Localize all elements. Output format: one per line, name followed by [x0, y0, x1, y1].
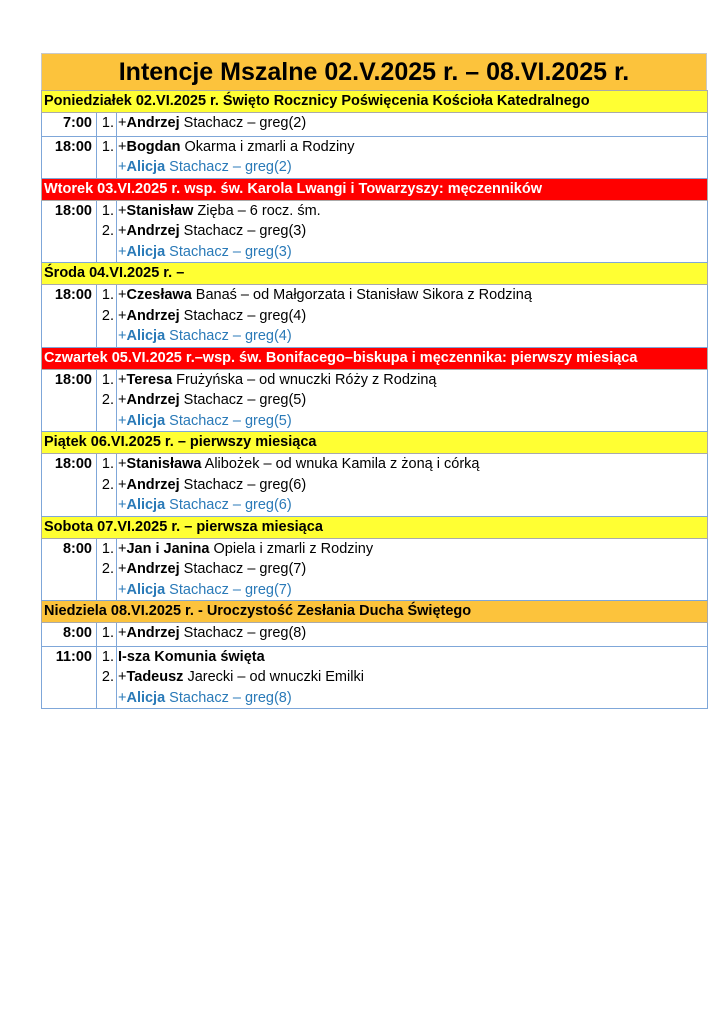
intention-prefix: +	[118, 669, 127, 685]
intention-numbers	[97, 538, 117, 601]
intention-number	[97, 411, 114, 432]
day-header-row	[42, 178, 708, 200]
day-header-row	[42, 347, 708, 369]
intention-rest: Stachacz – greg(8)	[179, 625, 307, 641]
intention-rest: Opiela i zmarli z Rodziny	[209, 540, 374, 557]
intention-prefix: +	[118, 476, 127, 493]
intention-rest: Stachacz – greg(5)	[179, 392, 307, 408]
intention-line	[118, 326, 707, 347]
intention-number	[97, 157, 114, 178]
mass-row	[42, 200, 708, 263]
mass-row	[42, 113, 708, 134]
intention-name: Bogdan	[126, 138, 181, 155]
intention-texts	[117, 136, 708, 178]
intention-line	[118, 623, 707, 644]
mass-intentions-table	[41, 90, 708, 709]
mass-time: 7:00	[42, 113, 97, 134]
intention-number: 1.	[101, 115, 114, 131]
intention-prefix: +	[118, 328, 127, 344]
intention-rest: Stachacz – greg(2)	[179, 115, 307, 131]
day-header: Poniedziałek 02.VI.2025 r. Święto Rocznicy Poświęcenia Kościoła Katedralnego	[42, 91, 708, 113]
intention-number: 1.	[101, 287, 114, 303]
intention-line	[118, 242, 707, 263]
intention-line	[118, 221, 707, 242]
intention-name: Alicja	[126, 412, 166, 429]
intention-prefix: +	[118, 497, 127, 513]
mass-row	[42, 454, 708, 517]
intention-rest: Stachacz – greg(3)	[179, 223, 307, 239]
intention-numbers	[97, 136, 117, 178]
intention-prefix: +	[118, 202, 127, 219]
intention-name: Andrzej	[126, 476, 180, 493]
intention-rest: Banaś – od Małgorzata i Stanisław Sikora z Rodziną	[191, 287, 532, 303]
intention-rest: Stachacz – greg(4)	[179, 307, 307, 324]
intention-line	[118, 454, 707, 475]
day-header-row	[42, 263, 708, 285]
intention-name: Alicja	[126, 581, 166, 598]
intention-number: 2.	[101, 392, 114, 408]
intention-prefix: +	[118, 561, 127, 577]
intention-prefix: +	[118, 456, 127, 472]
mass-row	[42, 136, 708, 178]
intention-texts	[117, 200, 708, 263]
intention-prefix: +	[118, 371, 127, 388]
intention-texts	[117, 623, 708, 644]
intention-prefix: +	[118, 540, 127, 557]
intention-rest: Frużyńska – od wnuczki Róży z Rodziną	[172, 371, 437, 388]
intention-prefix: +	[118, 307, 127, 324]
intention-number: 1.	[101, 371, 114, 388]
intention-rest: Stachacz – greg(6)	[179, 476, 307, 493]
intention-rest: Stachacz – greg(4)	[165, 328, 292, 344]
intention-line	[118, 539, 707, 560]
intention-number: 1.	[101, 625, 114, 641]
intention-rest: Stachacz – greg(2)	[165, 159, 292, 175]
intention-number	[97, 242, 114, 263]
intention-rest: Stachacz – greg(8)	[165, 689, 292, 706]
intention-number	[97, 580, 114, 601]
mass-time: 18:00	[42, 136, 97, 178]
page-title: Intencje Mszalne 02.V.2025 r. – 08.VI.2025 r.	[41, 53, 707, 90]
intention-number: 1.	[101, 456, 114, 472]
mass-time: 8:00	[42, 538, 97, 601]
day-header-row	[42, 432, 708, 454]
intention-number	[97, 495, 114, 516]
day-header: Niedziela 08.VI.2025 r. - Uroczystość Zesłania Ducha Świętego	[42, 601, 708, 623]
intention-prefix: +	[118, 159, 127, 175]
intention-numbers	[97, 646, 117, 709]
intention-prefix: +	[118, 287, 127, 303]
day-header-row	[42, 516, 708, 538]
intention-prefix: +	[118, 223, 127, 239]
intention-rest: Alibożek – od wnuka Kamila z żoną i córką	[201, 456, 480, 472]
intention-number: 2.	[101, 307, 114, 324]
day-header: Piątek 06.VI.2025 r. – pierwszy miesiąca	[42, 432, 708, 454]
intention-line	[118, 667, 707, 688]
intention-rest: Stachacz – greg(7)	[165, 581, 292, 598]
intention-line	[118, 113, 707, 134]
intention-prefix: +	[118, 412, 127, 429]
intention-prefix: +	[118, 243, 127, 260]
day-header: Wtorek 03.VI.2025 r. wsp. św. Karola Lwangi i Towarzyszy: męczenników	[42, 178, 708, 200]
intention-prefix: +	[118, 689, 127, 706]
mass-time: 8:00	[42, 623, 97, 644]
day-header-row	[42, 91, 708, 113]
intention-rest: Stachacz – greg(3)	[165, 243, 292, 260]
mass-row	[42, 369, 708, 432]
intention-texts	[117, 285, 708, 348]
intention-rest: Zięba – 6 rocz. śm.	[193, 202, 321, 219]
mass-row	[42, 646, 708, 709]
intention-line	[118, 285, 707, 306]
intention-name: Andrzej	[126, 392, 180, 408]
intention-rest: Jarecki – od wnuczki Emilki	[183, 669, 364, 685]
intention-numbers	[97, 113, 117, 134]
mass-row	[42, 623, 708, 644]
intention-line	[118, 647, 707, 668]
intention-line	[118, 370, 707, 391]
intention-number: 1.	[101, 202, 114, 219]
intention-rest: Okarma i zmarli a Rodziny	[180, 138, 355, 155]
schedule-page	[41, 53, 707, 709]
intention-texts	[117, 369, 708, 432]
intention-texts	[117, 454, 708, 517]
intention-number: 2.	[101, 223, 114, 239]
intention-numbers	[97, 285, 117, 348]
intention-name: Alicja	[126, 243, 166, 260]
intention-name: Czesława	[126, 287, 192, 303]
intention-name: Andrzej	[126, 625, 180, 641]
intention-line	[118, 201, 707, 222]
intention-numbers	[97, 369, 117, 432]
intention-name: Stanisław	[126, 202, 194, 219]
intention-number: 2.	[101, 476, 114, 493]
intention-texts	[117, 646, 708, 709]
day-header-row	[42, 601, 708, 623]
intention-name: Tadeusz	[126, 669, 184, 685]
intention-number: 2.	[101, 669, 114, 685]
intention-line	[118, 475, 707, 496]
day-header: Środa 04.VI.2025 r. –	[42, 263, 708, 285]
intention-line	[118, 580, 707, 601]
intention-name: Andrzej	[126, 223, 180, 239]
intention-numbers	[97, 200, 117, 263]
intention-prefix: +	[118, 625, 127, 641]
mass-time: 11:00	[42, 646, 97, 709]
intention-rest: Stachacz – greg(6)	[165, 497, 292, 513]
intention-rest: Stachacz – greg(5)	[165, 412, 292, 429]
mass-row	[42, 538, 708, 601]
intention-number: 1.	[101, 540, 114, 557]
intention-number	[97, 326, 114, 347]
intention-line	[118, 390, 707, 411]
mass-time: 18:00	[42, 200, 97, 263]
intention-number: 2.	[101, 561, 114, 577]
mass-time: 18:00	[42, 369, 97, 432]
intention-prefix: +	[118, 581, 127, 598]
intention-texts	[117, 113, 708, 134]
intention-name: Jan i Janina	[126, 540, 210, 557]
intention-name: Alicja	[126, 497, 166, 513]
intention-line	[118, 495, 707, 516]
intention-name: Alicja	[126, 328, 166, 344]
intention-name: Andrzej	[126, 115, 180, 131]
intention-line	[118, 137, 707, 158]
intention-rest: Stachacz – greg(7)	[179, 561, 307, 577]
intention-line	[118, 688, 707, 709]
intention-line	[118, 559, 707, 580]
intention-line	[118, 157, 707, 178]
mass-time: 18:00	[42, 285, 97, 348]
day-header: Sobota 07.VI.2025 r. – pierwsza miesiąca	[42, 516, 708, 538]
intention-number: 1.	[101, 138, 114, 155]
intention-name: Teresa	[126, 371, 173, 388]
mass-row	[42, 285, 708, 348]
intention-prefix: +	[118, 138, 127, 155]
intention-number	[97, 688, 114, 709]
mass-time: 18:00	[42, 454, 97, 517]
intention-name: I-sza Komunia święta	[118, 648, 265, 665]
intention-numbers	[97, 623, 117, 644]
intention-number: 1.	[101, 648, 114, 665]
intention-name: Andrzej	[126, 561, 180, 577]
intention-numbers	[97, 454, 117, 517]
intention-prefix: +	[118, 392, 127, 408]
intention-prefix: +	[118, 115, 127, 131]
intention-name: Andrzej	[126, 307, 180, 324]
intention-line	[118, 306, 707, 327]
day-header: Czwartek 05.VI.2025 r.–wsp. św. Bonifacego–biskupa i męczennika: pierwszy miesiąca	[42, 347, 708, 369]
intention-line	[118, 411, 707, 432]
intention-name: Alicja	[126, 159, 166, 175]
intention-name: Alicja	[126, 689, 166, 706]
intention-texts	[117, 538, 708, 601]
intention-name: Stanisława	[126, 456, 202, 472]
